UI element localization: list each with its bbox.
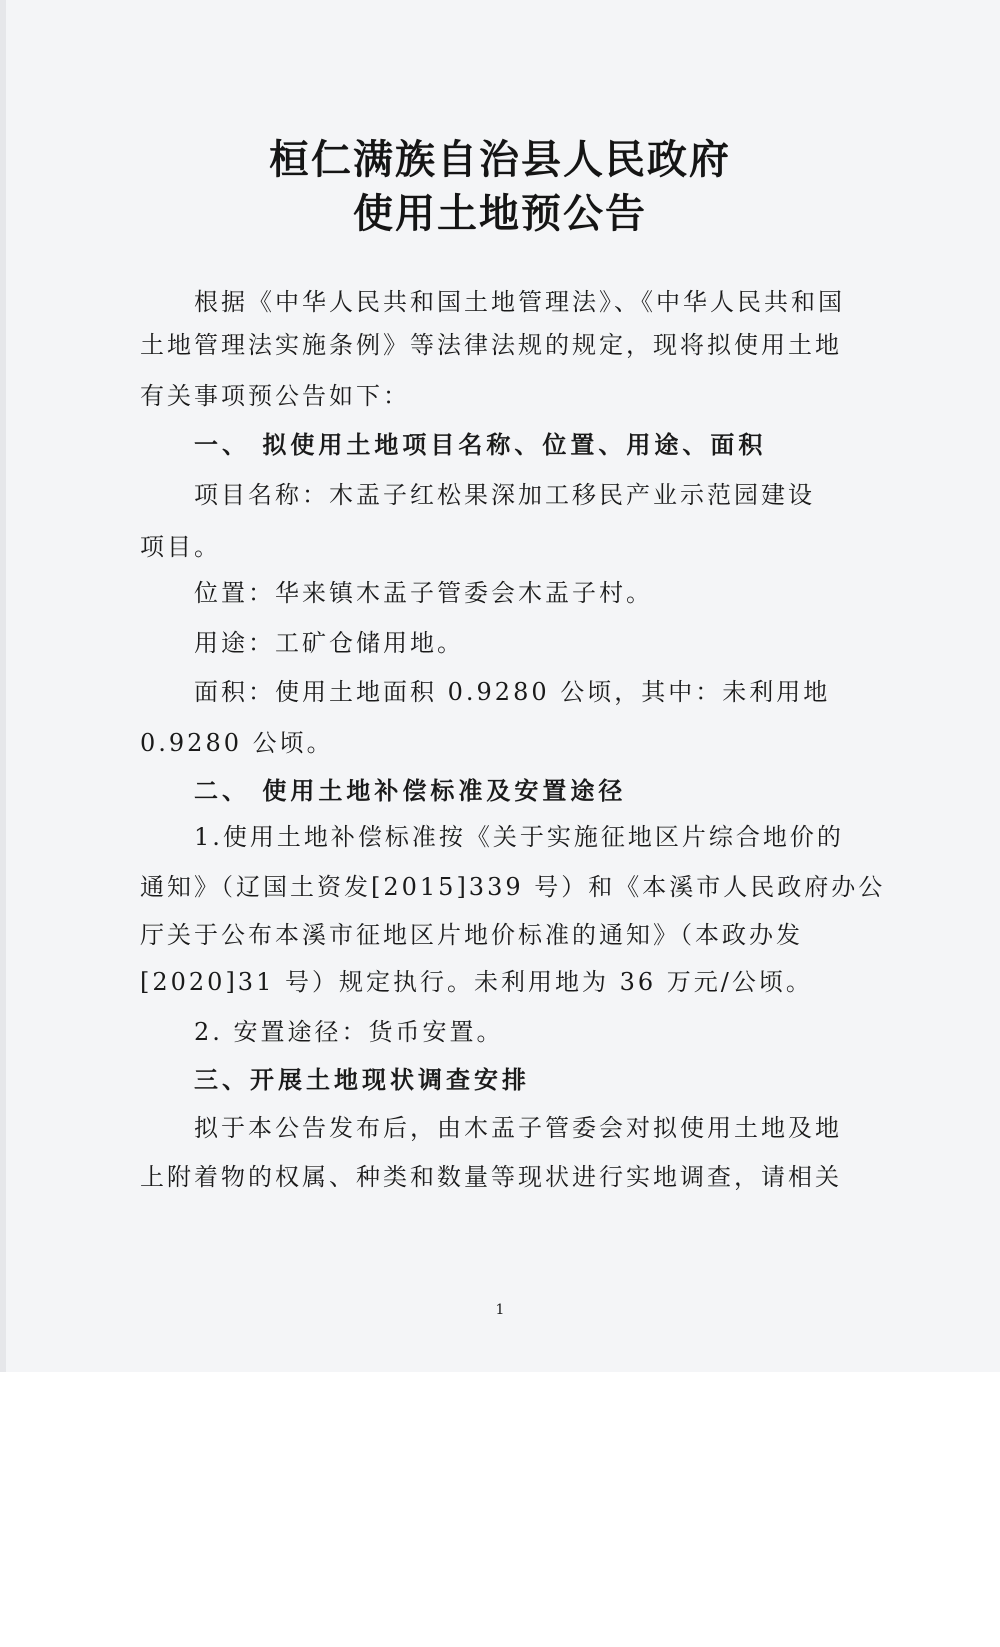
area-line-2: 0.9280 公顷。 xyxy=(140,729,334,757)
section-3-heading: 三、开展土地现状调查安排 xyxy=(194,1066,530,1094)
area-line-1: 面积：使用土地面积 0.9280 公顷，其中：未利用地 xyxy=(194,678,831,706)
compensation-line-3: 厅关于公布本溪市征地区片地价标准的通知》（本政办发 xyxy=(140,921,803,949)
page-number: 1 xyxy=(495,1302,505,1318)
survey-line-1: 拟于本公告发布后，由木盂子管委会对拟使用土地及地 xyxy=(194,1114,842,1142)
intro-line-1: 根据《中华人民共和国土地管理法》、《中华人民共和国 xyxy=(194,288,845,316)
intro-line-2: 土地管理法实施条例》等法律法规的规定，现将拟使用土地 xyxy=(140,331,842,359)
section-1-heading: 一、 拟使用土地项目名称、位置、用途、面积 xyxy=(194,431,767,459)
compensation-line-4: [2020]31 号）规定执行。未利用地为 36 万元/公顷。 xyxy=(140,968,813,996)
intro-line-3: 有关事项预公告如下： xyxy=(140,382,410,410)
section-2-heading: 二、 使用土地补偿标准及安置途径 xyxy=(194,777,627,805)
survey-line-2: 上附着物的权属、种类和数量等现状进行实地调查，请相关 xyxy=(140,1163,842,1191)
compensation-line-2: 通知》（辽国土资发[2015]339 号）和《本溪市人民政府办公 xyxy=(140,873,886,901)
location-line: 位置：华来镇木盂子管委会木盂子村。 xyxy=(194,579,653,607)
project-name-line-1: 项目名称：木盂子红松果深加工移民产业示范园建设 xyxy=(194,481,815,509)
project-name-line-2: 项目。 xyxy=(140,533,221,561)
document-title-line-2: 使用土地预公告 xyxy=(353,191,647,237)
resettlement-line: 2. 安置途径：货币安置。 xyxy=(194,1018,504,1046)
usage-line: 用途：工矿仓储用地。 xyxy=(194,629,464,657)
compensation-line-1: 1.使用土地补偿标准按《关于实施征地区片综合地价的 xyxy=(194,823,844,851)
document-title-line-1: 桓仁满族自治县人民政府 xyxy=(269,137,731,183)
